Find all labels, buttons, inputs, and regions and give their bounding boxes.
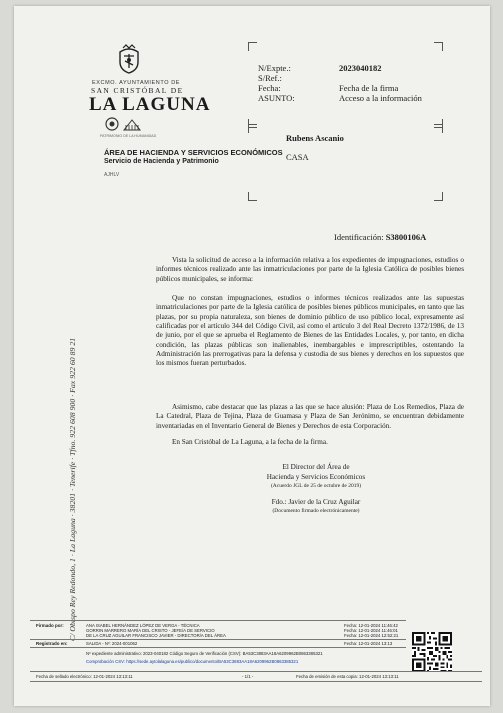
corner-mark (248, 124, 257, 133)
signature-line-2: Hacienda y Servicios Económicos (266, 473, 366, 481)
identification-label: Identificación: (334, 232, 384, 242)
signature-line-3: (Acuerdo JGL de 25 de octubre de 2019) (270, 483, 362, 489)
side-address: C/ Obispo Rey Redondo, 1 · La Laguna · 38201 · Tenerife · Tfno. 922 608 900 · Fax 922 60 89 21 (68, 337, 77, 641)
expte-label: N/Expte.: (258, 63, 291, 73)
signature-block (240, 462, 392, 515)
unesco-caption: PATRIMONIO DE LA HUMANIDAD (100, 134, 157, 138)
identification (334, 232, 426, 242)
signer-2: GORRIN MARRERO MARÍA DEL CRISTO - JEFE/A DE SERVICIO (86, 628, 215, 633)
signer-3-date: Fecha: 12-01-2024 12:52:21 (344, 633, 399, 638)
area-code: AJHLV (104, 172, 120, 178)
body-paragraph-3: Asimismo, cabe destacar que las plazas a las que se hace alusión: Plaza de Los Remedios, Plaza de La Catedral, Plaza de Tejina, Plaza de Guamasa y Plaza de San Jerónimo, se encuentran debidamente inventariadas en el Inventario General de Bienes y Derechos de esta Corporación. (156, 403, 464, 430)
signature-line-4: Fdo.: Javier de la Cruz Aguilar (271, 498, 361, 506)
footer-divider (30, 639, 406, 640)
corner-mark (434, 192, 443, 201)
municipality-name-top: SAN CRISTÓBAL DE (91, 86, 184, 95)
signer-1-date: Fecha: 12-01-2024 11:46:42 (344, 623, 398, 628)
page-number: - 1/1 - (242, 674, 254, 679)
footer-divider (30, 671, 482, 672)
footer-divider (30, 647, 406, 648)
footer-divider (30, 620, 406, 621)
ref-label: S/Ref.: (258, 73, 282, 83)
body-paragraph-1: Vista la solicitud de acceso a la información relativa a los expedientes de impugnaciones, estudios o informes técnicos realizado ante las inmatriculaciones por parte de la Iglesia Católica de posibles bienes públicos municipales, se informa: (156, 256, 464, 283)
municipality-name: LA LAGUNA (89, 94, 211, 115)
registrado-value: SALIDA - Nº: 2024-001062 (86, 641, 138, 646)
recipient-address: CASA (286, 152, 309, 162)
signer-1: ANA ISABEL HERNÁNDEZ LÓPEZ DE VERGA - TÉCNICA (86, 623, 200, 628)
corner-mark (434, 124, 443, 133)
expte-value: 2023040182 (339, 63, 382, 73)
area-subtitle: Servicio de Hacienda y Patrimonio (104, 158, 219, 165)
firmado-label: Firmado por: (36, 623, 64, 628)
asunto-value: Acceso a la información (339, 93, 422, 103)
registrado-date: Fecha: 12-01-2024 13:13 (344, 641, 393, 646)
unesco-emblem-icon (103, 116, 143, 132)
coat-of-arms-icon (118, 44, 140, 74)
emision-date: Fecha de emisión de esta copia: 12-01-2024 13:13:11 (296, 674, 399, 679)
area-title: ÁREA DE HACIENDA Y SERVICIOS ECONÓMICOS (104, 148, 283, 157)
fecha-label: Fecha: (258, 83, 281, 93)
identification-value: S3800106A (385, 232, 427, 242)
corner-mark (248, 192, 257, 201)
registrado-label: Registrado en: (36, 641, 68, 646)
signature-line-5: (Documento firmado electrónicamente) (272, 508, 360, 514)
corner-mark (434, 42, 443, 51)
csv-link[interactable]: Comprobación CSV: https://sede.aytolalaguna.es/publico/documento/BA53C3883AA18A6209962B0863385321 (86, 659, 299, 664)
fecha-value: Fecha de la firma (339, 83, 399, 93)
sellado-date: Fecha de sellado electrónico: 12-01-2024 13:13:11 (36, 674, 133, 679)
municipality-prefix: EXCMO. AYUNTAMIENTO DE (92, 80, 181, 86)
document-page (14, 6, 490, 706)
signature-line-1: El Director del Área de (282, 463, 350, 471)
asunto-label: ASUNTO: (258, 93, 295, 103)
signer-3: DE LA CRUZ AGUILAR FRANCISCO JAVIER - DIRECTOR/A DEL ÁREA (86, 633, 226, 638)
corner-mark (248, 42, 257, 51)
footer-divider (30, 681, 482, 682)
expediente-csv: Nº expediente administrativo: 2023-040182 Código Seguro de Verificación (CSV): BA53C3883AA18A6209962B0863385321 (86, 651, 323, 656)
body-paragraph-4: En San Cristóbal de La Laguna, a la fecha de la firma. (172, 438, 328, 446)
recipient-name: Rubens Ascanio (286, 133, 344, 143)
qr-code-icon (412, 632, 452, 672)
body-paragraph-2: Que no constan impugnaciones, estudios o informes técnicos realizados ante las supuestas inmatriculaciones por parte de la Iglesia católica de posibles bienes públicos municipales, en tanto que las plazas, por su propia naturaleza, son bienes de dominio público de uso público local, expresamente así calificadas por el artículo 344 del Código Civil, así como el artículo 3 del Real Decreto 1372/1986, de 13 de junio, por el que se aprueba el Reglamento de Bienes de las Entidades Locales, y, por tanto, en dicha condición, las plazas públicas son inalienables, inembargables e imprescriptibles, ostentando la Administración las prerrogativas para la defensa y custodia de sus bienes y derechos en los supuestos que los mismos fueran perturbados. (156, 294, 464, 368)
signer-2-date: Fecha: 12-01-2024 11:46:01 (344, 628, 398, 633)
